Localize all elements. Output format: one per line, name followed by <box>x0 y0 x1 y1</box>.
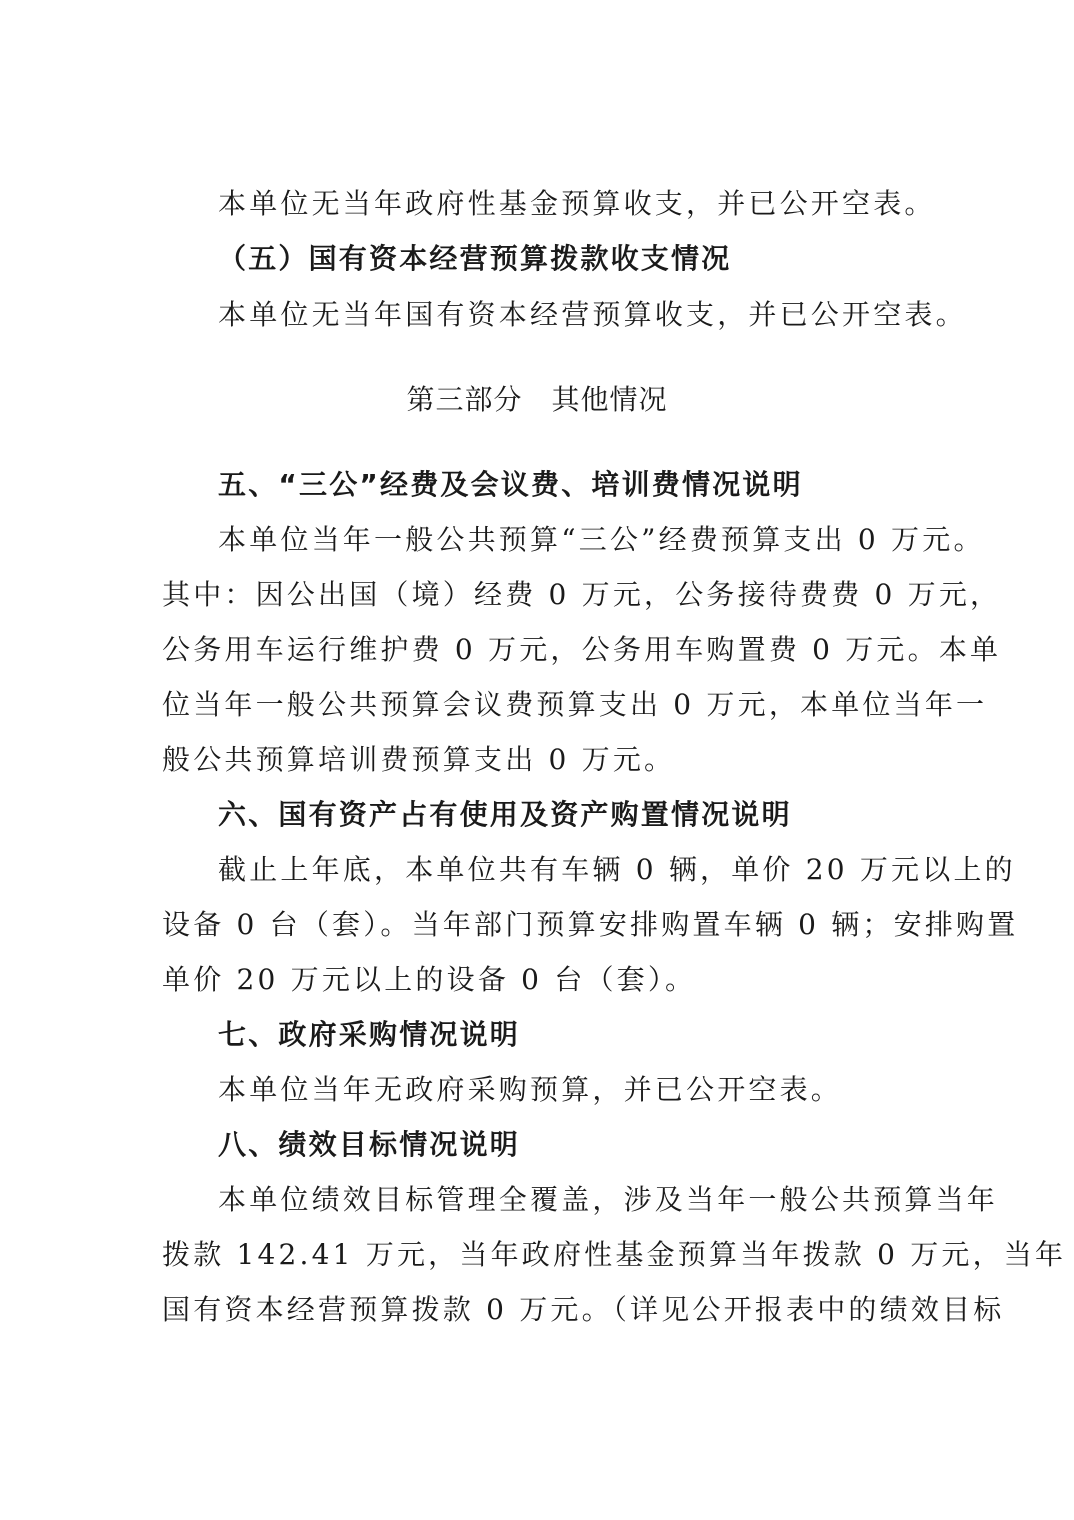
section-heading-five: 五、“三公”经费及会议费、培训费情况说明 <box>218 468 803 501</box>
paragraph-line: 本单位绩效目标管理全覆盖，涉及当年一般公共预算当年 <box>218 1183 999 1216</box>
paragraph-line: 本单位无当年政府性基金预算收支，并已公开空表。 <box>218 187 936 220</box>
paragraph-line: 其中：因公出国（境）经费 0 万元，公务接待费费 0 万元， <box>162 578 1002 611</box>
section-heading-six: 六、国有资产占有使用及资产购置情况说明 <box>218 798 792 831</box>
paragraph-line: 单价 20 万元以上的设备 0 台（套）。 <box>162 963 697 996</box>
paragraph-line: 本单位无当年国有资本经营预算收支，并已公开空表。 <box>218 298 967 331</box>
paragraph-line: 拨款 142.41 万元，当年政府性基金预算当年拨款 0 万元，当年 <box>162 1238 1067 1271</box>
paragraph-line: 国有资本经营预算拨款 0 万元。（详见公开报表中的绩效目标 <box>162 1293 1005 1326</box>
paragraph-line: 般公共预算培训费预算支出 0 万元。 <box>162 743 676 776</box>
part-title: 第三部分 其他情况 <box>406 383 668 416</box>
paragraph-line: 本单位当年无政府采购预算，并已公开空表。 <box>218 1073 843 1106</box>
section-heading-seven: 七、政府采购情况说明 <box>218 1018 521 1051</box>
paragraph-line: 本单位当年一般公共预算“三公”经费预算支出 0 万元。 <box>218 523 985 556</box>
paragraph-line: 设备 0 台（套）。当年部门预算安排购置车辆 0 辆；安排购置 <box>162 908 1019 941</box>
paragraph-line: 截止上年底，本单位共有车辆 0 辆，单价 20 万元以上的 <box>218 853 1016 886</box>
paragraph-line: 位当年一般公共预算会议费预算支出 0 万元，本单位当年一 <box>162 688 988 721</box>
section-heading-eight: 八、绩效目标情况说明 <box>218 1128 521 1161</box>
section-heading-5: （五）国有资本经营预算拨款收支情况 <box>218 242 732 275</box>
paragraph-line: 公务用车运行维护费 0 万元，公务用车购置费 0 万元。本单 <box>162 633 1002 666</box>
